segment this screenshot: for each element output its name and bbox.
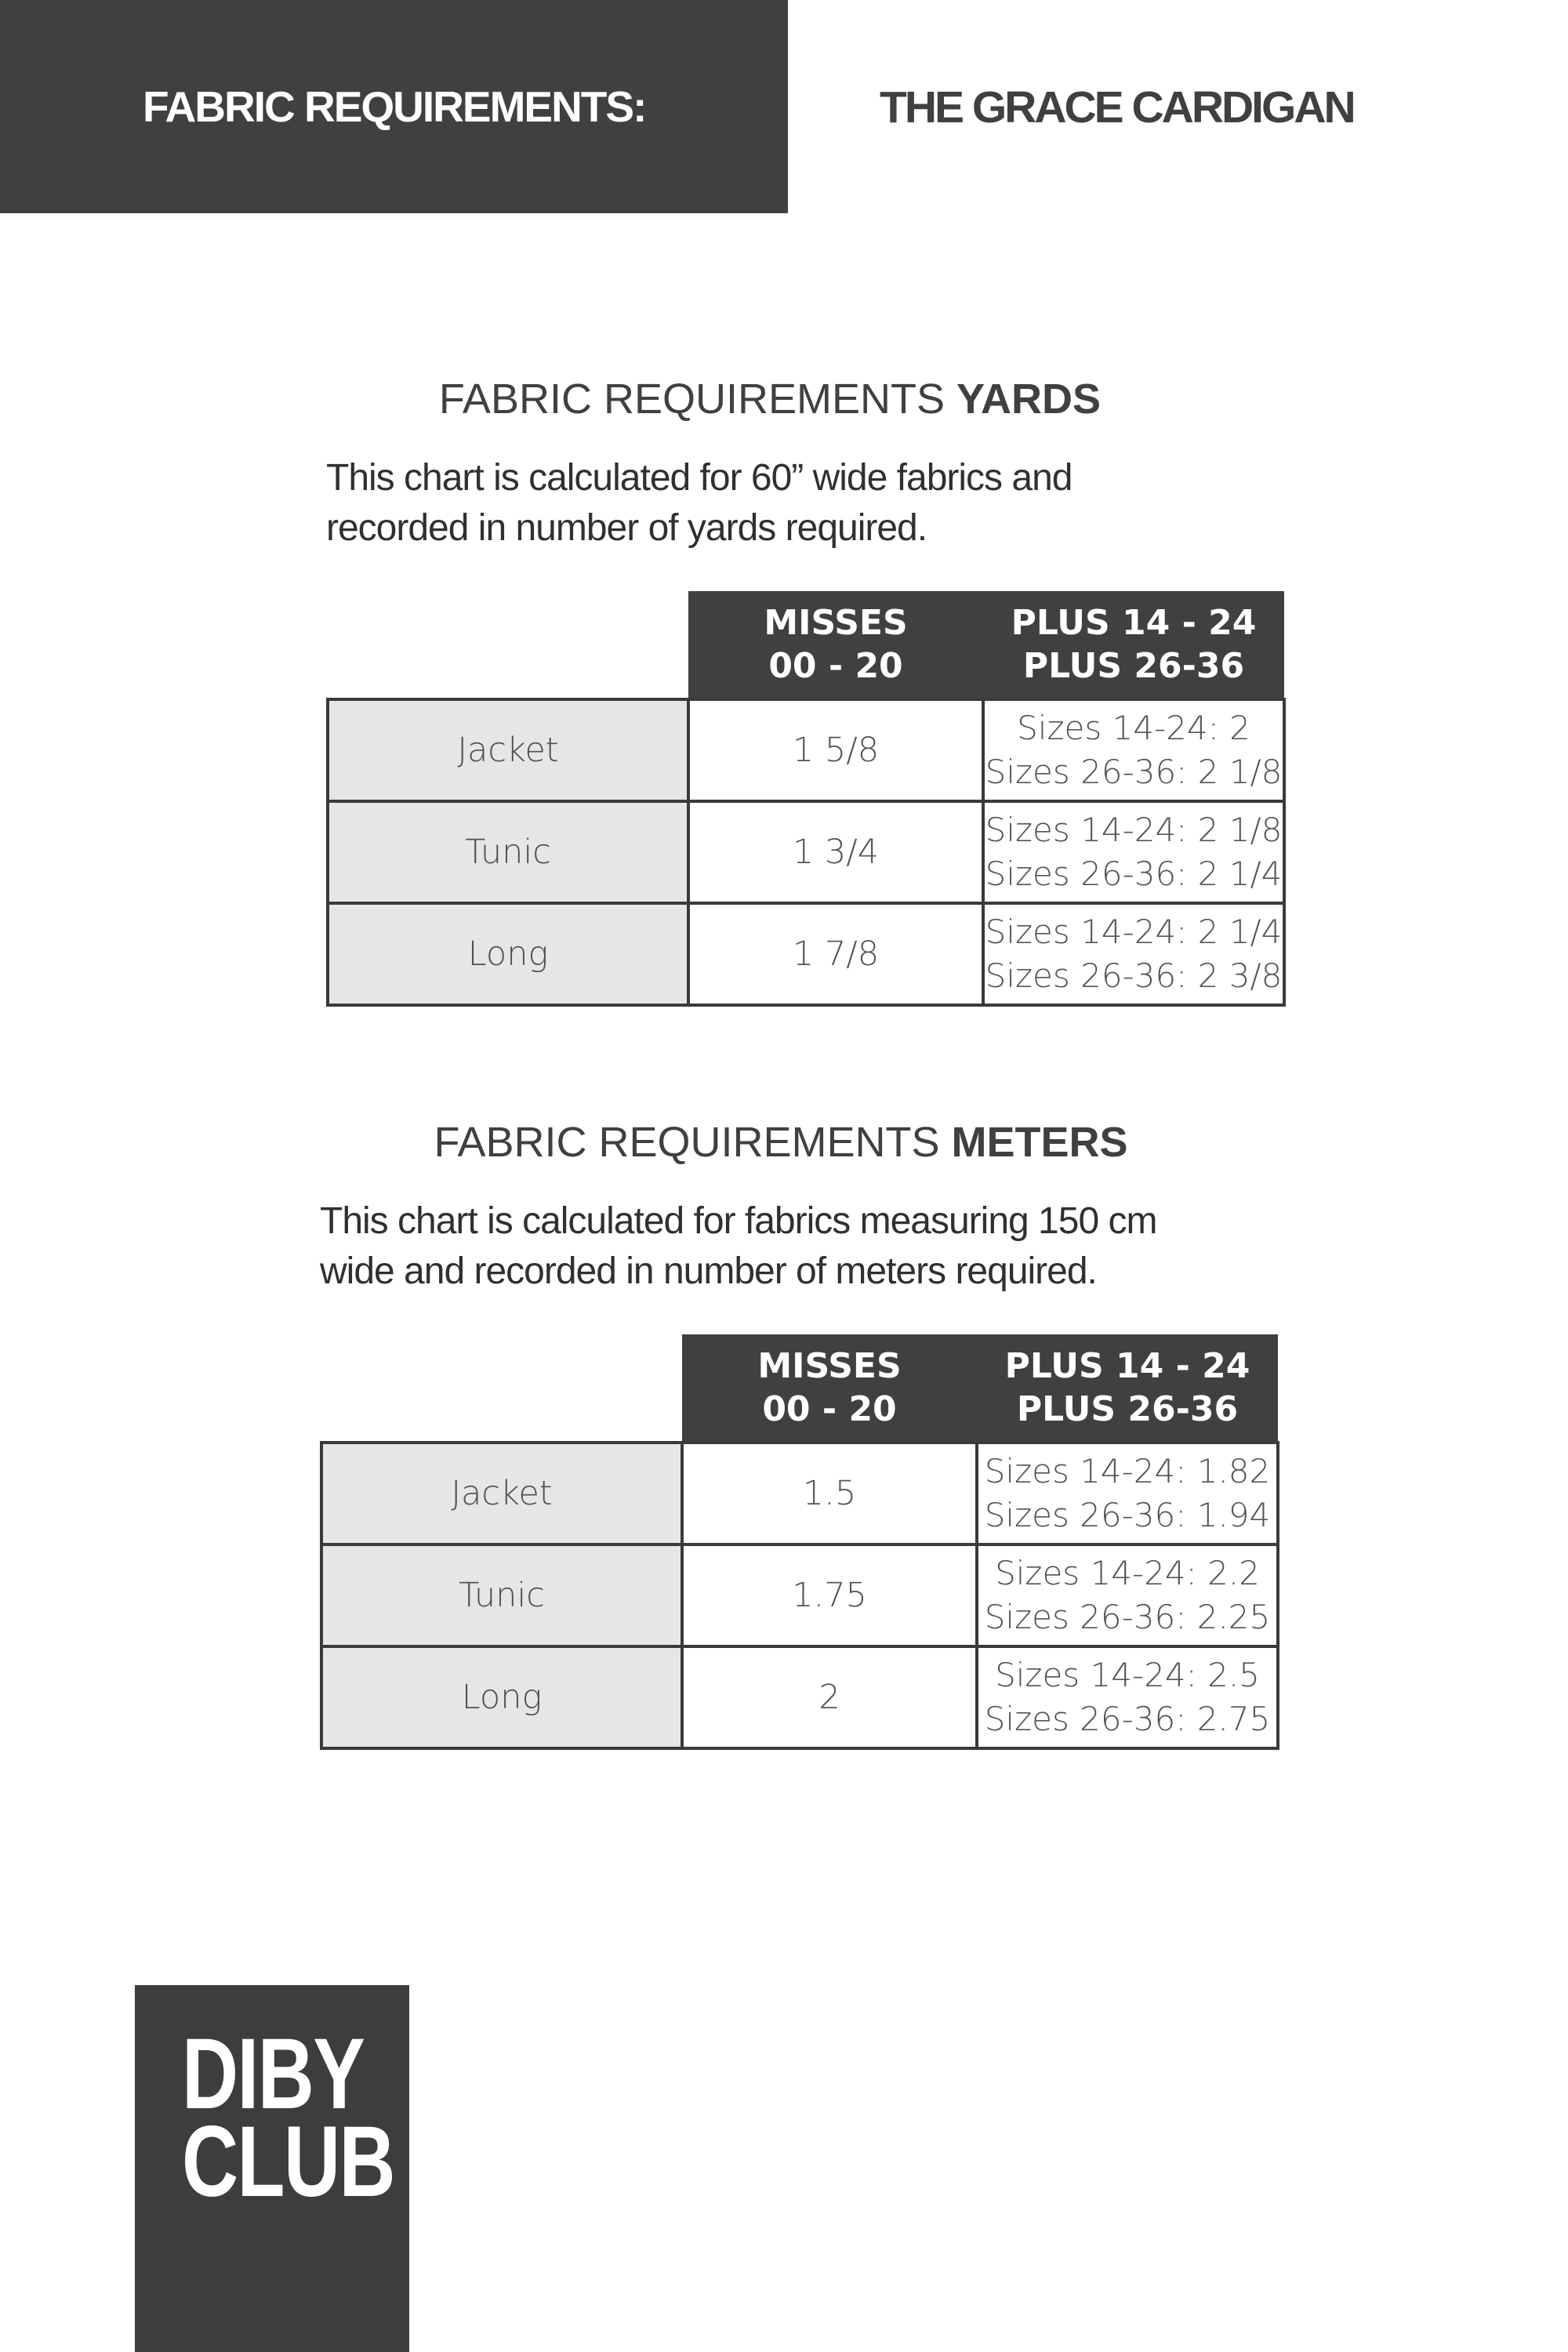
row-label: Jacket	[328, 699, 688, 801]
misses-value: 2	[682, 1646, 977, 1748]
plus-value	[983, 903, 1284, 1005]
plus-value-line: Sizes 26-36: 2 1/4	[985, 855, 1283, 893]
table-row	[328, 903, 1284, 1005]
column-header-line: 00 - 20	[762, 1389, 897, 1429]
plus-value-line: Sizes 14-24: 2.2	[995, 1554, 1260, 1592]
yards-description-line: This chart is calculated for 60” wide fabrics and	[326, 457, 1073, 499]
logo-line: CLUB	[182, 2106, 395, 2218]
table-row	[328, 699, 1284, 801]
plus-value-line: Sizes 26-36: 2.25	[984, 1598, 1271, 1636]
plus-value-line: Sizes 14-24: 1.82	[984, 1452, 1271, 1490]
plus-value-line: Sizes 14-24: 2 1/4	[985, 913, 1283, 951]
column-header-line: MISSES	[764, 603, 908, 643]
plus-value	[977, 1646, 1278, 1748]
meters-heading-unit: METERS	[951, 1119, 1128, 1166]
table-row	[321, 1544, 1278, 1646]
plus-value-line: Sizes 14-24: 2 1/8	[985, 811, 1283, 849]
row-label: Long	[328, 903, 688, 1005]
table-row	[328, 801, 1284, 903]
pattern-name: THE GRACE CARDIGAN	[880, 82, 1354, 132]
column-header-line: PLUS 26-36	[1022, 646, 1245, 686]
misses-value: 1 7/8	[688, 903, 983, 1005]
header-title: FABRIC REQUIREMENTS:	[143, 82, 646, 131]
meters-heading-prefix: FABRIC REQUIREMENTS	[434, 1119, 952, 1166]
table-row	[321, 1443, 1278, 1544]
misses-value: 1 3/4	[688, 801, 983, 903]
meters-description-line: This chart is calculated for fabrics measuring 150 cm	[320, 1200, 1157, 1242]
plus-value-line: Sizes 26-36: 2 1/8	[985, 753, 1283, 791]
meters-description-line: wide and recorded in number of meters required.	[320, 1250, 1097, 1292]
misses-value: 1.75	[682, 1544, 977, 1646]
column-header-line: 00 - 20	[768, 646, 903, 686]
table-row	[321, 1646, 1278, 1748]
yards-heading-prefix: FABRIC REQUIREMENTS	[438, 376, 956, 423]
table-corner	[328, 591, 688, 699]
table-header-row	[321, 1334, 1278, 1443]
yards-description-line: recorded in number of yards required.	[326, 507, 927, 549]
yards-table	[326, 591, 1286, 1007]
yards-section	[284, 375, 1256, 423]
table-corner	[321, 1334, 682, 1443]
plus-value	[977, 1443, 1278, 1544]
meters-section	[295, 1118, 1267, 1167]
plus-value-line: Sizes 14-24: 2.5	[995, 1656, 1260, 1694]
plus-value-line: Sizes 14-24: 2	[1017, 709, 1250, 747]
plus-value	[983, 801, 1284, 903]
plus-value-line: Sizes 26-36: 2.75	[984, 1700, 1271, 1738]
meters-table	[320, 1334, 1279, 1750]
yards-heading-unit: YARDS	[956, 376, 1102, 423]
yards-description	[326, 453, 1072, 554]
misses-value: 1.5	[682, 1443, 977, 1544]
table-header-row	[328, 591, 1284, 699]
row-label: Tunic	[321, 1544, 682, 1646]
column-header-misses	[688, 591, 983, 699]
plus-value	[977, 1544, 1278, 1646]
logo-line: DIBY	[182, 2018, 365, 2130]
meters-heading	[295, 1118, 1267, 1167]
plus-value-line: Sizes 26-36: 1.94	[984, 1496, 1271, 1534]
yards-table-wrap	[326, 591, 1283, 1007]
column-header-plus	[983, 591, 1284, 699]
column-header-line: PLUS 26-36	[1016, 1389, 1239, 1429]
yards-heading	[284, 375, 1256, 423]
column-header-plus	[977, 1334, 1278, 1443]
meters-description	[320, 1196, 1156, 1297]
column-header-line: PLUS 14 - 24	[1011, 603, 1257, 643]
column-header-line: MISSES	[757, 1346, 902, 1386]
plus-value-line: Sizes 26-36: 2 3/8	[985, 956, 1283, 995]
diby-club-logo	[135, 1985, 409, 2352]
row-label: Tunic	[328, 801, 688, 903]
column-header-line: PLUS 14 - 24	[1004, 1346, 1250, 1386]
row-label: Long	[321, 1646, 682, 1748]
misses-value: 1 5/8	[688, 699, 983, 801]
row-label: Jacket	[321, 1443, 682, 1544]
logo-text	[182, 2018, 395, 2218]
plus-value	[983, 699, 1284, 801]
meters-table-wrap	[320, 1334, 1276, 1750]
column-header-misses	[682, 1334, 977, 1443]
